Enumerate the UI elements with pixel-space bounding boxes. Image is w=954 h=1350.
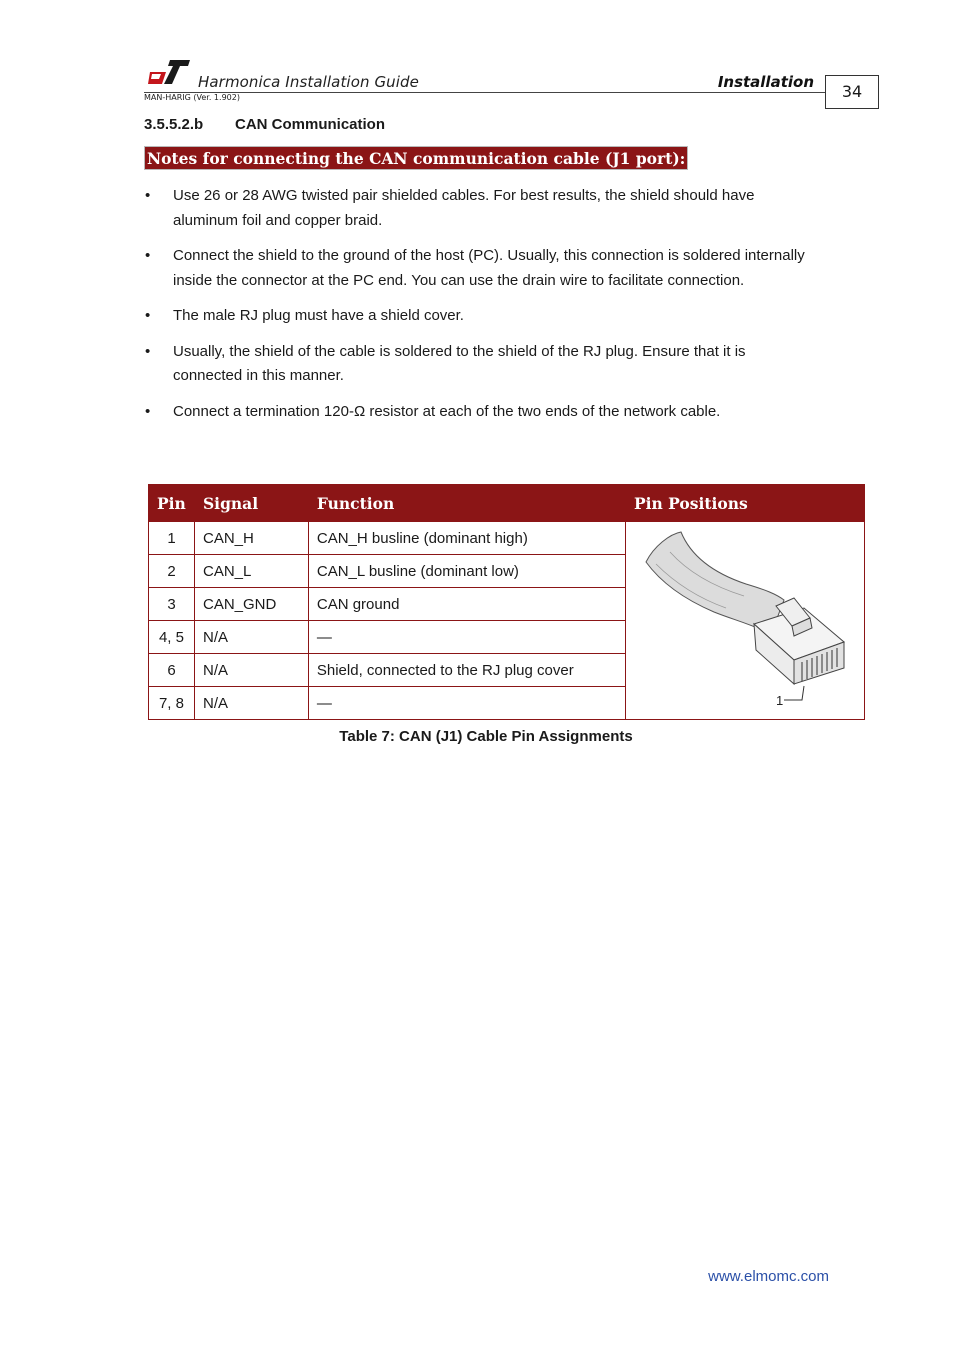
table-caption: Table 7: CAN (J1) Cable Pin Assignments — [339, 728, 633, 745]
column-header-pin-positions: Pin Positions — [625, 485, 864, 522]
column-header-signal: Signal — [194, 485, 308, 522]
signal-cell: CAN_GND — [194, 588, 308, 621]
pin-one-label: 1 — [775, 692, 784, 708]
function-cell: CAN ground — [308, 588, 625, 621]
list-item — [144, 340, 814, 389]
header-section-name: Installation — [717, 73, 814, 91]
pin-cell: 2 — [149, 555, 195, 588]
list-item — [144, 244, 814, 293]
list-item-text: Connect the shield to the ground of the host (PC). Usually, this connection is soldered internally inside the connector at the PC end. You can use the drain wire to facilitate connection. — [173, 247, 805, 289]
signal-cell: CAN_L — [194, 555, 308, 588]
rj-plug-illustration-icon — [626, 524, 863, 718]
pin-positions-cell — [625, 522, 864, 720]
column-header-pin: Pin — [149, 485, 195, 522]
list-item-text: The male RJ plug must have a shield cover. — [173, 307, 464, 324]
signal-cell: N/A — [194, 654, 308, 687]
table-header-row — [149, 485, 865, 522]
section-number: 3.5.5.2.b — [144, 116, 204, 133]
function-cell: — — [308, 621, 625, 654]
elmo-logo-icon — [148, 58, 190, 86]
bullet-icon: • — [145, 247, 151, 264]
header-doc-id: MAN-HARIG (Ver. 1.902) — [144, 93, 240, 102]
column-header-function: Function — [308, 485, 625, 522]
signal-cell: CAN_H — [194, 522, 308, 555]
header-rule — [144, 92, 826, 93]
bullet-icon: • — [145, 307, 151, 324]
notes-banner: Notes for connecting the CAN communication cable (J1 port): — [144, 146, 688, 170]
pin-cell: 7, 8 — [149, 687, 195, 720]
bullet-icon: • — [145, 342, 151, 360]
signal-cell: N/A — [194, 687, 308, 720]
header-doc-title: Harmonica Installation Guide — [198, 73, 420, 91]
pin-cell: 6 — [149, 654, 195, 687]
bullet-icon: • — [145, 187, 151, 204]
footer-website-link[interactable]: www.elmomc.com — [708, 1268, 829, 1285]
list-item — [144, 400, 814, 425]
notes-list — [144, 184, 814, 435]
function-cell: CAN_H busline (dominant high) — [308, 522, 625, 555]
pin-cell: 4, 5 — [149, 621, 195, 654]
function-cell: — — [308, 687, 625, 720]
function-cell: Shield, connected to the RJ plug cover — [308, 654, 625, 687]
page-number: 34 — [825, 75, 879, 109]
signal-cell: N/A — [194, 621, 308, 654]
bullet-icon: • — [145, 402, 151, 420]
pin-cell: 3 — [149, 588, 195, 621]
pin-cell: 1 — [149, 522, 195, 555]
pin-assignment-table — [148, 484, 865, 720]
list-item — [144, 184, 814, 233]
list-item-text: Use 26 or 28 AWG twisted pair shielded cables. For best results, the shield should have aluminum foil and copper braid. — [173, 187, 755, 229]
section-title: CAN Communication — [235, 116, 385, 133]
list-item-text: Usually, the shield of the cable is soldered to the shield of the RJ plug. Ensure that it is connected in this manner. — [173, 342, 746, 384]
list-item — [144, 304, 814, 329]
function-cell: CAN_L busline (dominant low) — [308, 555, 625, 588]
table-row — [149, 522, 865, 555]
list-item-text: Connect a termination 120-Ω resistor at each of the two ends of the network cable. — [173, 402, 721, 420]
